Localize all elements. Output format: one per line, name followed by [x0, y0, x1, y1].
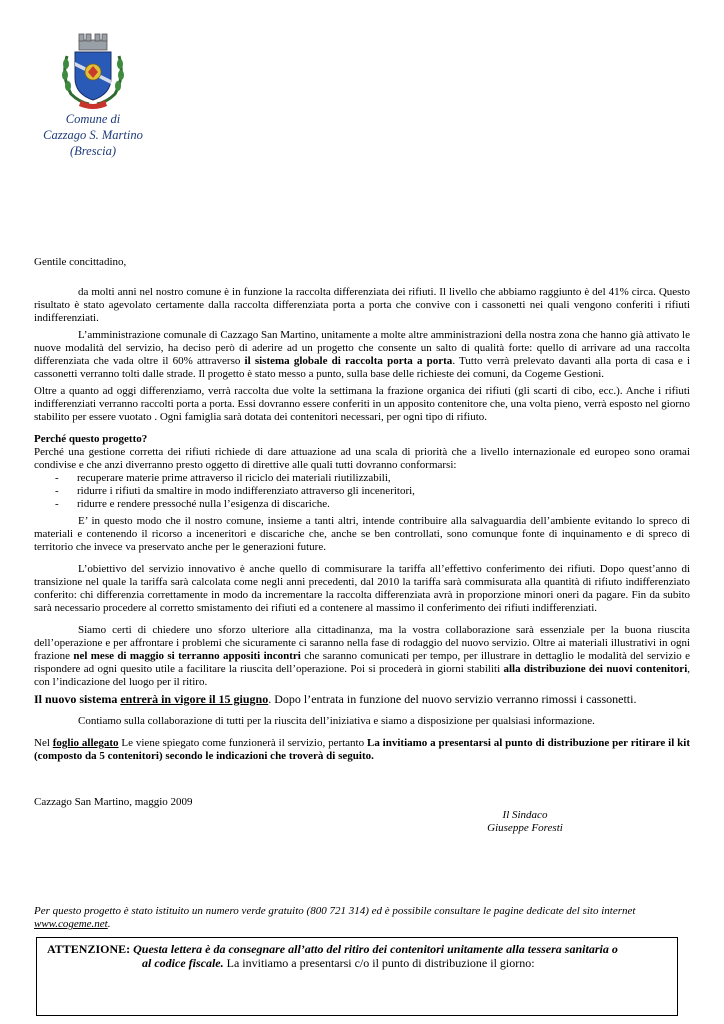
paragraph-intro: da molti anni nel nostro comune è in funzione la raccolta differenziata dei rifiuti. Il livello che abbiamo raggiunto è del 41% circa. Questo risultato è stato agevolato certamente dalla raccolta differenziata porta a porta che convive con i cassonetti nei quali vengono conferiti i rifiuti indifferenziati. [34, 286, 690, 324]
paragraph-start-date [34, 693, 690, 706]
attention-line-2 [47, 956, 667, 970]
municipality-logo [28, 28, 158, 158]
paragraph-project-bold: il sistema globale di raccolta porta a porta [244, 355, 453, 367]
coat-of-arms-icon [57, 28, 129, 110]
paragraph-attachment [34, 737, 690, 763]
signature-title: Il Sindaco [502, 809, 548, 821]
paragraph-collaboration [34, 624, 690, 689]
attention-box [36, 937, 678, 1016]
paragraph-collaboration-bold-distribution: alla distribuzione dei nuovi contenitori [503, 663, 688, 675]
priority-list [34, 472, 690, 511]
paragraph-project [34, 329, 690, 381]
paragraph-collaboration-text-a: Siamo certi di chiedere uno sforzo ulteriore alla cittadinanza, ma la vostra collaborazione sarà essenziale per la buona riuscita dell’operazione e per affrontare i problemi che sicuramente ci saranno nella fase di rodaggio del nuovo servizio. Oltre ai materiali illustrativi in ogni frazione [34, 624, 690, 662]
signature-name: Giuseppe Foresti [487, 822, 563, 834]
paragraph-collaboration-text-c: che saranno comunicati per tempo, per illustrare in dettaglio le modalità del servizio e rispondere ad ogni quesito utile a facilitare la riuscita dell’operazione. Poi si procederà in giorni stabiliti [34, 650, 690, 675]
date-line: Cazzago San Martino, maggio 2009 [34, 796, 193, 808]
paragraph-thanks: Contiamo sulla collaborazione di tutti per la riuscita dell’iniziativa e siamo a disposizione per qualsiasi informazione. [78, 715, 595, 727]
paragraph-project-text-c: . Tutto verrà prelevato davanti alla porta di casa e i cassonetti verranno tolti dalle strade. Il progetto è stato messo a punto, sulla base delle richieste dei comuni, da Cogeme Gestioni. [34, 355, 691, 380]
paragraph-project-text-a: L’amministrazione comunale di Cazzago San Martino, unitamente a molte altre amministrazioni della nostra zona che hanno già attivato le nuove modalità del servizio, ha deciso però di aderire ad un progetto che consente un salto di qualità forte: quello di arrivare ad una raccolta differenziata che vada oltre il 60% attraverso [34, 329, 690, 367]
attention-line-1 [47, 942, 667, 956]
section-heading-text: Perché questo progetto? [34, 433, 148, 445]
paragraph-reason: Perché una gestione corretta dei rifiuti richiede di dare attuazione ad una scala di priorità che a livello internazionale ed europeo sono oramai condivise e che anzi diverranno presto oggetto di direttive alle quali tutti dovranno conformarsi: [34, 446, 690, 471]
section-heading [34, 433, 690, 446]
website-link[interactable]: www.cogeme.net [34, 918, 108, 930]
attachment-underlined: foglio allegato [52, 737, 119, 749]
start-date-bold-a: Il nuovo sistema [34, 692, 121, 706]
paragraph-tariff: L’obiettivo del servizio innovativo è anche quello di commisurare la tariffa all’effettivo conferimento dei rifiuti. Dopo quest’anno di transizione nel quale la tariffa sarà calcolata come negli anni precedenti, dal 2010 la tariffa sarà commisurata alla quantità di rifiuto indifferenziato conferito: chi differenzia correttamente in modo da incrementare la raccolta differenziata avrà in proporzione minori oneri da pagare. Fin da subito sarà necessario procedere al corretto smistamento dei rifiuti ed a contenere al massimo il conferimento dei rifiuti indifferenziati. [34, 563, 690, 614]
attachment-text-a: Nel [34, 737, 53, 749]
list-item: - ridurre i rifiuti da smaltire in modo indifferenziato attraverso gli inceneritori, [34, 485, 690, 498]
list-item: - ridurre e rendere pressoché nulla l’esigenza di discariche. [34, 498, 690, 511]
letter-body [34, 256, 690, 835]
paragraph-collection: Oltre a quanto ad oggi differenziamo, verrà raccolta due volte la settimana la frazione organica dei rifiuti (gli scarti di cibo, ecc.). Anche i rifiuti indifferenziati verranno raccolti porta a porta. Essi dovranno essere conferiti in un apposito contenitore che, una volta pieno, verrà esposto nel giorno stabilito per essere vuotato . Ogni famiglia sarà dotata dei contenitori necessari, per ogni tipo di rifiuto. [34, 385, 690, 423]
toll-free-note-text: Per questo progetto è stato istituito un numero verde gratuito (800 721 314) ed è possibile consultare le pagine dedicate del sito internet [34, 905, 636, 917]
start-date-underlined: entrerà in vigore il 15 giugno [120, 692, 269, 706]
municipality-name-line-1: Comune di [65, 112, 121, 126]
start-date-text-c: . Dopo l’entrata in funzione del nuovo servizio verranno rimossi i cassonetti. [268, 692, 637, 706]
greeting: Gentile concittadino, [34, 256, 127, 268]
attention-text-b: al codice fiscale. [142, 956, 224, 970]
paragraph-collaboration-bold-meetings: nel mese di maggio si terranno appositi incontri [73, 650, 301, 662]
attention-text-a: Questa lettera è da consegnare all’atto del ritiro dei contenitori unitamente alla tessera sanitaria o [130, 942, 618, 956]
municipality-province: (Brescia) [69, 144, 117, 158]
toll-free-note-end: . [107, 918, 111, 930]
list-item: - recuperare materie prime attraverso il riciclo dei materiali riutilizzabili, [34, 472, 690, 485]
paragraph-collaboration-text-e: , con l’indicazione del luogo per il ritiro. [34, 663, 690, 688]
attention-text-c: La invitiamo a presentarsi c/o il punto di distribuzione il giorno: [223, 956, 535, 970]
toll-free-note [34, 905, 690, 931]
attention-label: ATTENZIONE: [47, 942, 131, 956]
attachment-text-c: Le viene spiegato come funzionerà il servizio, pertanto [118, 737, 367, 749]
municipality-name-line-2: Cazzago S. Martino [43, 128, 143, 142]
attachment-bold-invitation: La invitiamo a presentarsi al punto di distribuzione per ritirare il kit (composto da 5 contenitori) secondo le indicazioni che troverà di seguito. [34, 737, 690, 762]
paragraph-environment: E’ in questo modo che il nostro comune, insieme a tanti altri, intende contribuire alla salvaguardia dell’ambiente evitando lo spreco di materiali e contenendo il ricorso a inceneritori e discariche che, anche se ben controllati, sono comunque fonte di inquinamento e di spreco di territorio che invece va preservato anche per le generazioni future. [34, 515, 690, 553]
